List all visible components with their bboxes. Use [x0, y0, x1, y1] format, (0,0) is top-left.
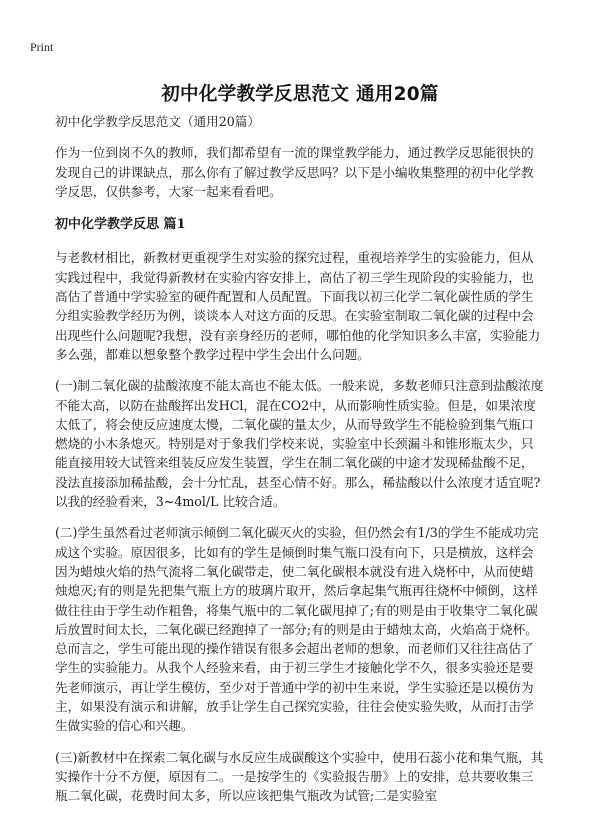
section-heading: 初中化学教学反思 篇1 — [55, 217, 186, 233]
intro-paragraph: 作为一位到岗不久的教师，我们都希望有一流的课堂教学能力，通过教学反思能很快的发现自己的讲课缺点，那么你有了解过教学反思吗？以下是小编收集整理的初中化学教学反思，仅供参考，大家一起来看看吧。 — [55, 145, 534, 199]
paragraph-2: (一)制二氧化碳的盐酸浓度不能太高也不能太低。一般来说，多数老师只注意到盐酸浓度不能太高，以防在盐酸挥出发HCl，混在CO2中，从而影响性质实验。但是，如果浓度太低了，将会使反应速度太慢，二氧化碳的量太少，从而导致学生不能检验到集气瓶口燃烧的小木条熄灭。特别是对于象我们学校来说，实验室中长颈漏斗和锥形瓶太少，只能直接用较大试管来组装反应发生装置，学生在制二氧化碳的中途才发现稀盐酸不足，没法直接添加稀盐酸，会十分忙乱，甚至心情不好。那么，稀盐酸以什么浓度才适宜呢?以我的经验看来，3~4mol/L 比较合适。 — [55, 378, 544, 510]
document-body — [55, 112, 545, 818]
paragraph-3: (二)学生虽然看过老师演示倾倒二氧化碳灭火的实验，但仍然会有1/3的学生不能成功完成这个实验。原因很多，比如有的学生是倾倒时集气瓶口没有向下，只是横放，这样会因为蜡烛火焰的热气流将二氧化碳带走，使二氧化碳根本就没有进入烧杯中，从而使蜡烛熄灭;有的则是先把集气瓶上方的玻璃片取开，然后拿起集气瓶再往烧杯中倾倒，这样做往往由于学生动作粗鲁，将集气瓶中的二氧化碳甩掉了;有的则是由于收集守二氧化碳后放置时间太长，二氧化碳已经跑掉了一部分;有的则是由于蜡烛太高，火焰高于烧杯。总而言之，学生可能出现的操作错误有很多会超出老师的想象，而老师们又往往高估了学生的实验能力。从我个人经验来看，由于初三学生才接触化学不久，很多实验还是要先老师演示，再让学生模仿，至少对于普通中学的初中生来说，学生实验还是以模仿为主，如果没有演示和讲解，放手让学生自己探究实验，往往会使实验失败，从而打击学生做实验的信心和兴趣。 — [55, 525, 539, 734]
paragraph-1: 与老教材相比，新教材更重视学生对实验的探究过程，重视培养学生的实验能力，但从实践过程中，我觉得新教材在实验内容安排上，高估了初三学生现阶段的实验能力，也高估了普通中学实验室的硬件配置和人员配置。下面我以初三化学二氧化碳性质的学生分组实验教学经历为例，谈谈本人对这方面的反思。在实验室制取二氧化碳的过程中会出现些什么问题呢?我想，没有亲身经历的老师，哪怕他的化学知识多么丰富，实验能力多么强，都难以想象整个教学过程中学生会出什么问题。 — [55, 250, 541, 362]
print-link[interactable]: Print — [30, 40, 54, 54]
paragraph-4: (三)新教材中在探索二氧化碳与水反应生成碳酸这个实验中，使用石蕊小花和集气瓶，其实操作十分不方便，原因有二。一是按学生的《实验报告册》上的安排，总共要收集三瓶二氧化碳，花费时间太多，所以应该把集气瓶改为试管;二是实验室 — [55, 749, 544, 804]
document-subtitle: 初中化学教学反思范文（通用20篇） — [55, 114, 260, 129]
document-title: 初中化学教学反思范文 通用20篇 — [161, 84, 439, 105]
